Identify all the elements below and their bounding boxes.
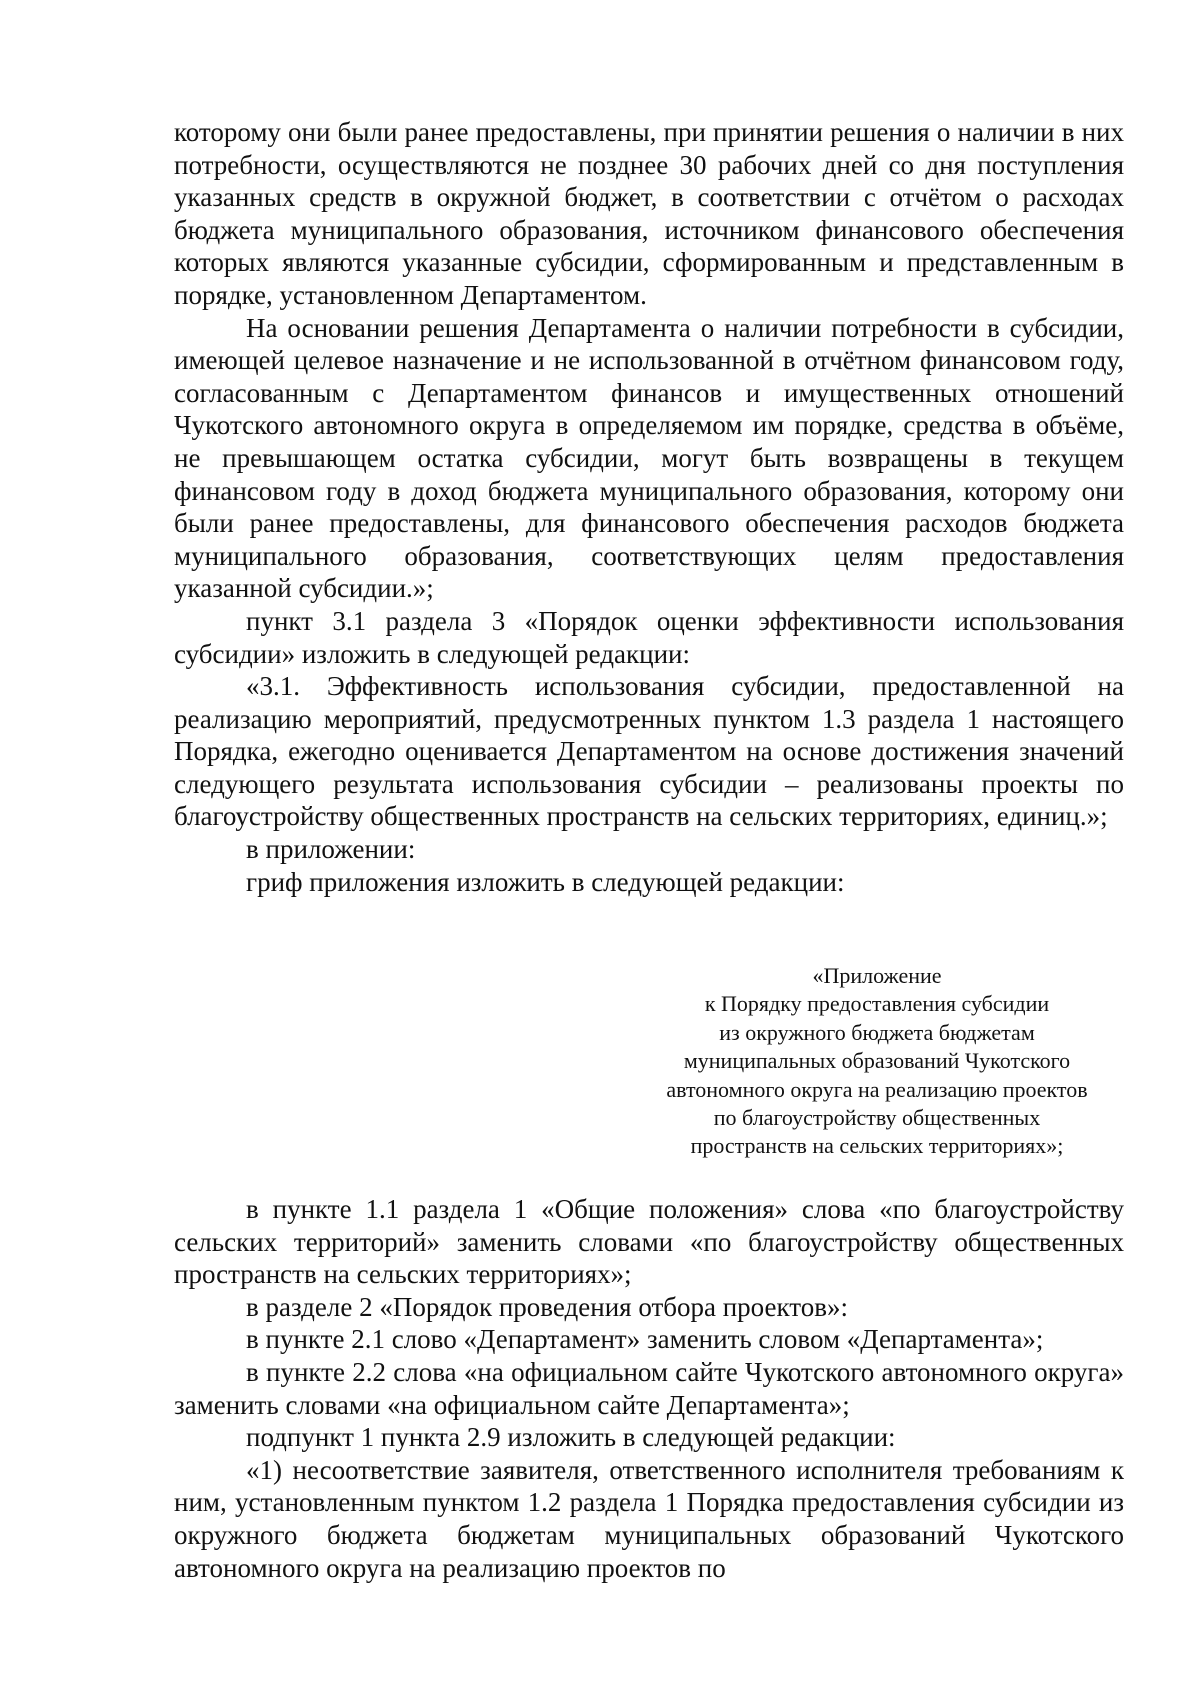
text-block-upper <box>174 116 1124 898</box>
grif-line: к Порядку предоставления субсидии <box>704 991 1050 1017</box>
paragraph-point-2-1: в пункте 2.1 слово «Департамент» заменить словом «Департамента»; <box>246 1324 1044 1355</box>
paragraph-point-3-1-intro: пункт 3.1 раздела 3 «Порядок оценки эффективности использования субсидии» изложить в следующей редакции: <box>174 605 1124 669</box>
paragraph-subpoint-intro: подпункт 1 пункта 2.9 изложить в следующей редакции: <box>246 1422 896 1453</box>
grif-line: автономного округа на реализацию проектов <box>666 1076 1088 1102</box>
paragraph-continuation: которому они были ранее предоставлены, при принятии решения о наличии в них потребности, осуществляются не позднее 30 рабочих дней со дня поступления указанных средств в окружной бюджет, в соответствии с отчётом о расходах бюджета муниципального образования, источником финансового обеспечения которых являются указанные субсидии, сформированным и представленным в порядке, установленном Департаментом. <box>174 117 1124 310</box>
paragraph-point-3-1-text: «3.1. Эффективность использования субсидии, предоставленной на реализацию мероприятий, предусмотренных пунктом 1.3 раздела 1 настоящего Порядка, ежегодно оценивается Департаментом на основе достижения значений следующего результата использования субсидии – реализованы проекты по благоустройству общественных пространств на сельских территориях, единиц.»; <box>174 671 1124 832</box>
text-block-lower <box>174 1193 1124 1584</box>
grif-line: по благоустройству общественных <box>713 1105 1041 1131</box>
grif-line: из окружного бюджета бюджетам <box>719 1019 1035 1045</box>
appendix-grif <box>642 962 1112 1161</box>
grif-line: «Приложение <box>812 963 942 988</box>
paragraph-grif-intro: гриф приложения изложить в следующей редакции: <box>246 866 845 897</box>
paragraph-section-2: в разделе 2 «Порядок проведения отбора проектов»: <box>246 1291 848 1322</box>
paragraph-subsidy-return: На основании решения Департамента о наличии потребности в субсидии, имеющей целевое назначение и не использованной в отчётном финансовом году, согласованным с Департаментом финансов и имущественных отношений Чукотского автономного округа в определяемом им порядке, средства в объёме, не превышающем остатка субсидии, могут быть возвращены в текущем финансовом году в доход бюджета муниципального образования, которому они были ранее предоставлены, для финансового обеспечения расходов бюджета муниципального образования, соответствующих целям предоставления указанной субсидии.»; <box>174 312 1124 604</box>
paragraph-subpoint-1: «1) несоответствие заявителя, ответственного исполнителя требованиям к ним, установленным пунктом 1.2 раздела 1 Порядка предоставления субсидии из окружного бюджета бюджетам муниципальных образований Чукотского автономного округа на реализацию проектов по <box>174 1454 1124 1583</box>
grif-line: пространств на сельских территориях»; <box>690 1133 1064 1159</box>
grif-line: муниципальных образований Чукотского <box>683 1048 1071 1074</box>
paragraph-point-2-2: в пункте 2.2 слова «на официальном сайте Чукотского автономного округа» заменить словами «на официальном сайте Департамента»; <box>174 1356 1124 1420</box>
paragraph-in-appendix: в приложении: <box>246 834 416 865</box>
paragraph-point-1-1: в пункте 1.1 раздела 1 «Общие положения» слова «по благоустройству сельских территорий» заменить словами «по благоустройству общественных пространств на сельских территориях»; <box>174 1194 1124 1290</box>
